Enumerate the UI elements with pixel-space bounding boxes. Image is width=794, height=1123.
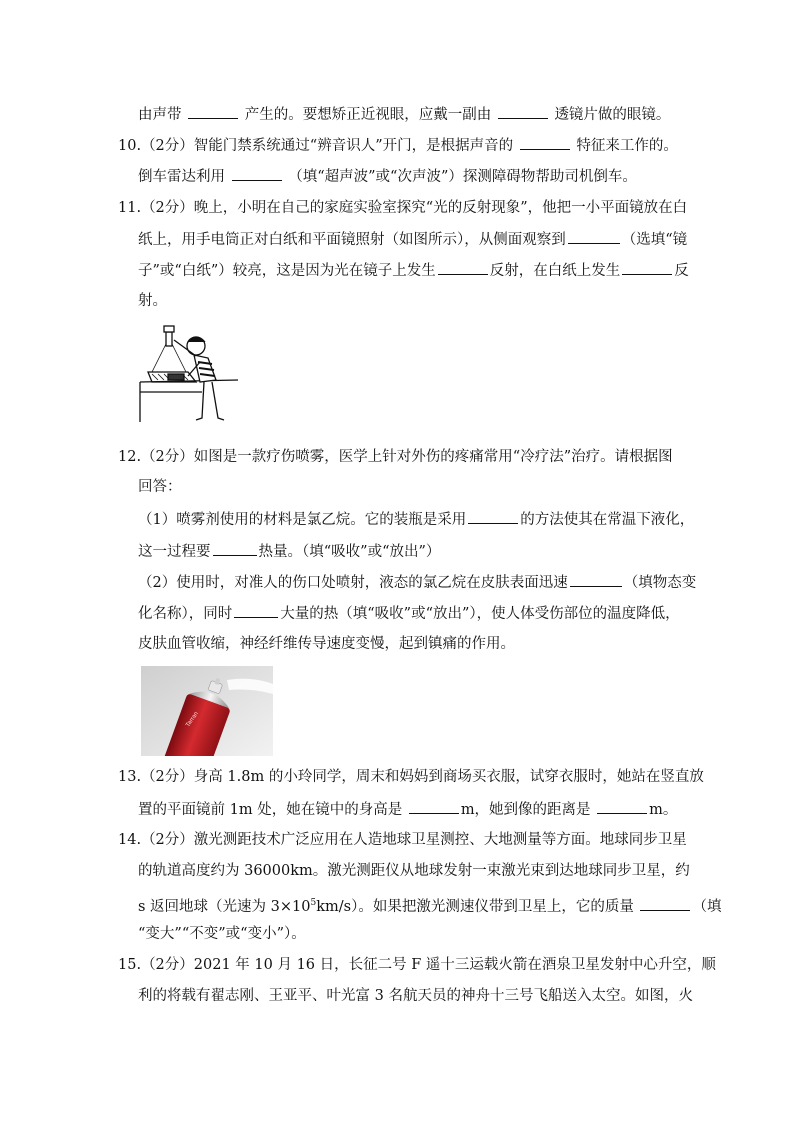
answer-blank[interactable] xyxy=(438,260,488,275)
question-12-part-2-line-1: （2）使用时，对准人的伤口处喷射，液态的氯乙烷在皮肤表面迅速 （填物态变 xyxy=(138,572,696,593)
answer-blank[interactable] xyxy=(520,135,570,150)
answer-blank[interactable] xyxy=(188,104,238,119)
answer-blank[interactable] xyxy=(213,541,257,556)
spray-can-label: Tarran xyxy=(185,710,200,729)
answer-blank[interactable] xyxy=(640,896,690,911)
question-14-line-4: “变大”“不变”或“变小”）。 xyxy=(138,926,306,942)
question-12-line-2: 回答： xyxy=(138,479,182,495)
question-15-line-2: 利的将载有翟志刚、王亚平、叶光富 3 名航天员的神舟十三号飞船送入太空。如图，火 xyxy=(138,988,693,1004)
question-10-line-2: 倒车雷达利用 （填“超声波”或“次声波”）探测障碍物帮助司机倒车。 xyxy=(138,166,637,187)
question-11-line-1: 11.（2分）晚上，小明在自己的家庭实验室探究“光的反射现象”，他把一小平面镜放在白 xyxy=(118,200,688,216)
question-score: （2分） xyxy=(141,769,194,785)
answer-blank[interactable] xyxy=(498,104,548,119)
question-score: （2分） xyxy=(141,449,194,465)
question-12-part-2-line-3: 皮肤血管收缩，神经纤维传导速度变慢，起到镇痛的作用。 xyxy=(138,636,515,652)
question-14-line-2: 的轨道高度约为 36000km。激光测距仪从地球发射一束激光束到达地球同步卫星，约 xyxy=(138,863,690,879)
answer-blank[interactable] xyxy=(232,166,282,181)
question-13-line-1: 13.（2分）身高 1.8m 的小玲同学，周末和妈妈到商场买衣服，试穿衣服时，她站在竖直放 xyxy=(118,769,704,785)
question-score: （2分） xyxy=(141,138,194,154)
question-11-line-3: 子”或“白纸”）较亮，这是因为光在镜子上发生 反射，在白纸上发生 反 xyxy=(138,260,689,281)
question-score: （2分） xyxy=(141,200,194,216)
question-score: （2分） xyxy=(141,832,194,848)
answer-blank[interactable] xyxy=(622,260,672,275)
answer-blank[interactable] xyxy=(409,799,459,814)
question-number: 11. xyxy=(118,200,142,216)
flashlight-mirror-figure xyxy=(138,322,238,422)
spray-can-figure xyxy=(141,666,273,756)
question-number: 12. xyxy=(118,449,142,465)
question-11-line-2: 纸上，用手电筒正对白纸和平面镜照射（如图所示），从侧面观察到 （选填“镜 xyxy=(138,229,687,250)
question-score: （2分） xyxy=(141,957,194,973)
answer-blank[interactable] xyxy=(570,572,622,587)
question-14-line-1: 14.（2分）激光测距技术广泛应用在人造地球卫星测控、大地测量等方面。地球同步卫星 xyxy=(118,832,687,848)
question-10-line-1: 10.（2分）智能门禁系统通过“辨音识人”开门，是根据声音的 特征来工作的。 xyxy=(118,135,678,156)
answer-blank[interactable] xyxy=(597,799,647,814)
question-12-part-2-line-2: 化名称），同时 大量的热（填“吸收”或“放出”），使人体受伤部位的温度降低， xyxy=(138,603,680,624)
answer-blank[interactable] xyxy=(234,603,278,618)
question-12-part-1-line-1: （1）喷雾剂使用的材料是氯乙烷。它的装瓶是采用 的方法使其在常温下液化， xyxy=(138,509,694,530)
question-number: 13. xyxy=(118,769,142,785)
question-number: 14. xyxy=(118,832,142,848)
question-12-part-1-line-2: 这一过程要 热量。（填“吸收”或“放出”） xyxy=(138,541,440,562)
q9-tail-line: 由声带 产生的。要想矫正近视眼，应戴一副由 透镜片做的眼镜。 xyxy=(138,104,670,125)
answer-blank[interactable] xyxy=(468,509,518,524)
answer-blank[interactable] xyxy=(568,229,620,244)
question-11-line-4: 射。 xyxy=(138,293,167,309)
question-number: 15. xyxy=(118,957,142,973)
question-12-line-1: 12.（2分）如图是一款疗伤喷雾，医学上针对外伤的疼痛常用“冷疗法”治疗。请根据图 xyxy=(118,449,673,465)
question-15-line-1: 15.（2分）2021 年 10 月 16 日，长征二号 F 遥十三运载火箭在酒泉卫星发射中心升空，顺 xyxy=(118,957,716,973)
question-13-line-2: 置的平面镜前 1m 处，她在镜中的身高是 m，她到像的距离是 m。 xyxy=(138,799,677,820)
question-14-line-3: s 返回地球（光速为 $3\times 10^5km/s$）。如果把激光测速仪带到卫星上，它的质量 （填 xyxy=(138,893,721,917)
question-number: 10. xyxy=(118,138,142,154)
